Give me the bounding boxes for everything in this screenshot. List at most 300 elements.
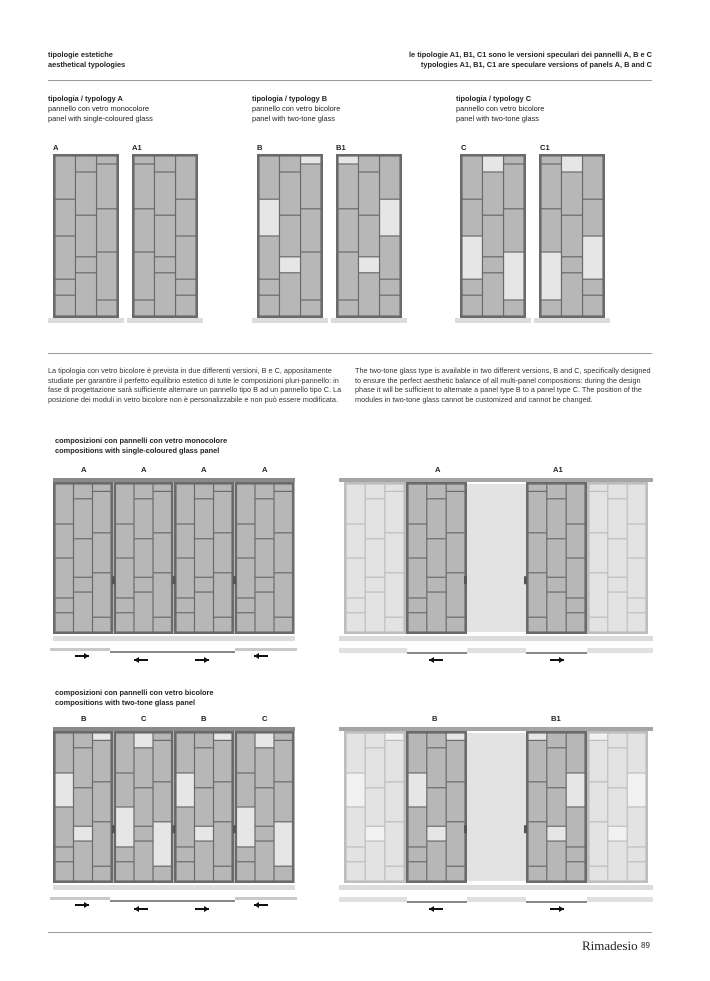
comp1-left-panel-glass-module [56, 599, 73, 613]
comp1-left-panel-glass-module [275, 618, 292, 632]
comp2-ghost-panel-glass-module [628, 734, 646, 773]
comp1-ghost-panel-glass-module [347, 485, 365, 524]
comp1-left-panel-glass-module [256, 539, 274, 576]
comp2-right-panel-glass-module [409, 848, 427, 862]
comp2-left-panel-glass-module [177, 808, 194, 847]
comp2-left-panel-glass-module [93, 867, 110, 881]
comp2-ghost-panel-glass-module [608, 734, 626, 748]
header-left-line2: aesthetical typologies [48, 60, 126, 69]
brand-logo: Rimadesio [582, 938, 638, 953]
comp1-rail [526, 652, 587, 654]
header-left-line1: tipologie estetiche [48, 50, 113, 59]
comp1-right-panel-glass-module [567, 559, 585, 598]
comp2-right-panel-glass-module [567, 808, 585, 847]
comp2-left-panel-glass-module [256, 748, 274, 787]
comp1-handle [464, 576, 467, 584]
comp1-right-panel-glass-module [529, 533, 547, 572]
comp1-left-panel-glass-module [195, 593, 213, 632]
comp2-ghost-panel-glass-module [385, 782, 403, 821]
comp1-left-panel-glass-module [154, 492, 171, 532]
comp2-left-panel-glass-module [237, 862, 254, 880]
comp1-right-track [339, 478, 653, 482]
comp2-rail [235, 897, 297, 900]
comp1-left-panel-glass-module [154, 485, 171, 491]
comp2-left-panel-glass-module [195, 734, 213, 748]
comp2-rail [587, 897, 653, 902]
comp1-right-panel-glass-module [447, 573, 465, 616]
comp2-left-panel-glass-module [195, 788, 213, 825]
comp2-right-panel-glass-module [409, 862, 427, 880]
comp1-ghost-panel-glass-module [608, 499, 626, 538]
comp2-left-panel-glass-module [116, 808, 133, 847]
comp2-left-panel-glass-module [93, 822, 110, 865]
comp2-rail [50, 897, 110, 900]
comp2-right-panel-glass-module [427, 734, 445, 748]
comp1-left-panel-glass-module [56, 613, 73, 631]
comp1-ghost-panel-glass-module [590, 618, 608, 632]
comp2-ghost-panel-glass-module [628, 774, 646, 807]
comp2-ghost-panel-glass-module [385, 867, 403, 881]
comp2-left-panel-glass-module [135, 748, 153, 787]
comp1-arrow-head [134, 657, 139, 663]
comp1-left-panel-glass-module [214, 492, 231, 532]
comp2-ghost-panel-glass-module [366, 788, 385, 825]
comp2-left-panel-glass-module [135, 842, 153, 881]
comp1-left-panel-glass-module [237, 559, 254, 598]
comp2-ghost-panel-glass-module [608, 827, 626, 841]
comp1-left-panel-glass-module [256, 593, 274, 632]
comp2-right-panel-glass-module [447, 822, 465, 865]
comp2-right-panel-glass-module [447, 741, 465, 781]
comp2-ghost-panel-glass-module [590, 741, 608, 781]
comp1-left-panel-glass-module [237, 613, 254, 631]
comp2-right-panel-glass-module [547, 734, 565, 748]
comp1-left-panel-glass-module [74, 539, 92, 576]
comp2-handle [524, 825, 527, 833]
comp2-left-panel-glass-module [256, 734, 274, 748]
panel-label-c: C [461, 143, 467, 152]
comp1-left-panel-glass-module [74, 485, 92, 499]
comp1-left-panel-glass-module [154, 618, 171, 632]
comp1-right-panel-glass-module [427, 578, 445, 592]
comp1-left-panel-glass-module [195, 499, 213, 538]
comp1-ghost-panel-glass-module [628, 485, 646, 524]
comp2-ghost-panel-glass-module [366, 748, 385, 787]
comp1-left-panel-glass-module [135, 499, 153, 538]
panel-label-b: B [257, 143, 263, 152]
comp2-left-panel-glass-module [177, 774, 194, 807]
page-number: 89 [641, 941, 650, 950]
comp1-right-panel-glass-module [427, 593, 445, 632]
typology-a-desc2: panel with single-coloured glass [48, 114, 153, 123]
comp1-label: A [141, 465, 147, 474]
comp2-ghost-panel-glass-module [628, 808, 646, 847]
comp2-left-panel-glass-module [56, 774, 73, 807]
comp1-rail [50, 648, 110, 651]
comp1-left-base [53, 636, 295, 641]
comp2-left-panel-glass-module [56, 734, 73, 773]
comp1-left-panel-glass-module [93, 618, 110, 632]
comp1-label: A [81, 465, 87, 474]
comp2-left-panel-glass-module [195, 842, 213, 881]
comp1-ghost-panel-glass-module [366, 499, 385, 538]
comp1-ghost-panel-glass-module [385, 492, 403, 532]
typology-a-desc1: pannello con vetro monocolore [48, 104, 150, 113]
comp2-label: B [81, 714, 87, 723]
comp1-ghost-panel-glass-module [608, 539, 626, 576]
comp2-left-panel-glass-module [74, 734, 92, 748]
panel-label-c1: C1 [540, 143, 550, 152]
comp1-right-panel-glass-module [567, 613, 585, 631]
comp1-right-panel-glass-module [567, 599, 585, 613]
comp1-right-panel-glass-module [567, 525, 585, 558]
comp1-left-panel-glass-module [256, 499, 274, 538]
footer-divider [48, 932, 652, 933]
comp2-rail [339, 897, 407, 902]
comp2-right-label: B [432, 714, 438, 723]
comp1-ghost-panel-glass-module [590, 533, 608, 572]
comp2-arrow-head [84, 902, 89, 908]
comp1-left-track [53, 478, 295, 482]
comp1-left-panel-glass-module [177, 613, 194, 631]
comp1-ghost-panel-glass-module [385, 533, 403, 572]
typology-a-title: tipologia / typology A [48, 94, 123, 103]
comp2-right-panel-glass-module [547, 788, 565, 825]
comp1-right-panel-glass-module [447, 618, 465, 632]
comp2-ghost-panel-glass-module [608, 748, 626, 787]
comp1-left-panel-glass-module [56, 559, 73, 598]
comp2-left-panel-glass-module [214, 867, 231, 881]
comp1-right-panel-glass-module [529, 492, 547, 532]
comp1-left-panel-glass-module [116, 485, 133, 524]
comp2-left-panel-glass-module [177, 862, 194, 880]
comp1-ghost-panel-glass-module [385, 485, 403, 491]
comp1-handle [173, 576, 176, 584]
panel-label-b1: B1 [336, 143, 346, 152]
comp1-left-panel-glass-module [135, 485, 153, 499]
panel-label-a: A [53, 143, 59, 152]
comp1-left-panel-glass-module [237, 525, 254, 558]
comp2-left-panel-glass-module [93, 782, 110, 821]
comp1-label: A [262, 465, 268, 474]
typology-b-title: tipologia / typology B [252, 94, 328, 103]
comp1-ghost-panel-glass-module [590, 573, 608, 616]
comp2-ghost-panel-glass-module [590, 782, 608, 821]
comp2-arrow-head [134, 906, 139, 912]
comp2-left-panel-glass-module [275, 734, 292, 740]
comp2-right-panel-glass-module [567, 734, 585, 773]
comp1-left-panel-glass-module [275, 533, 292, 572]
comp1-ghost-panel-glass-module [628, 525, 646, 558]
comp1-left-panel-glass-module [116, 613, 133, 631]
comp2-label: B [201, 714, 207, 723]
comp2-ghost-panel-glass-module [385, 734, 403, 740]
comp2-label: C [141, 714, 147, 723]
comp1-ghost-panel-glass-module [347, 613, 365, 631]
comp1-ghost-panel-glass-module [347, 599, 365, 613]
comp2-ghost-panel-glass-module [385, 741, 403, 781]
header-right-line1: le tipologie A1, B1, C1 sono le versioni speculari dei pannelli A, B e C [409, 50, 652, 59]
comp2-left-panel-glass-module [256, 842, 274, 881]
comp2-right-track [339, 727, 653, 731]
comp1-right-panel-glass-module [427, 499, 445, 538]
comp2-right-panel-glass-module [409, 774, 427, 807]
comp2-left-panel-glass-module [214, 734, 231, 740]
comp2-right-panel-glass-module [547, 827, 565, 841]
comp1-left-panel-glass-module [177, 525, 194, 558]
comp1-right-panel-glass-module [447, 485, 465, 491]
comp1-ghost-panel-glass-module [628, 599, 646, 613]
comp2-rail [407, 901, 467, 903]
comp2-arrow-head [429, 906, 434, 912]
comp2-right-panel-glass-module [427, 788, 445, 825]
comp2-ghost-panel-glass-module [590, 822, 608, 865]
comp2-left-panel-glass-module [237, 774, 254, 807]
comp2-right-base [339, 885, 653, 890]
comp1-left-panel-glass-module [177, 559, 194, 598]
comp2-handle [464, 825, 467, 833]
comp1-arrow-head [254, 653, 259, 659]
header-right-line2: typologies A1, B1, C1 are speculare versions of panels A, B and C [420, 60, 652, 69]
comp2-left-panel-glass-module [214, 822, 231, 865]
comp2-left-panel-glass-module [154, 734, 171, 740]
comp1-right-panel-glass-module [567, 485, 585, 524]
comp1-left-panel-glass-module [74, 593, 92, 632]
comp2-left-panel-glass-module [93, 734, 110, 740]
comp1-ghost-panel-glass-module [385, 573, 403, 616]
comp1-arrow-head [84, 653, 89, 659]
comp2-ghost-panel-glass-module [347, 808, 365, 847]
comp1-left-panel-glass-module [214, 618, 231, 632]
comp1-right-base [339, 636, 653, 641]
typology-c-desc1: pannello con vetro bicolore [456, 104, 545, 113]
comp2-right-panel-glass-module [529, 741, 547, 781]
comp1-left-panel-glass-module [116, 559, 133, 598]
comp1-left-panel-glass-module [74, 578, 92, 592]
comp2-right-panel-glass-module [409, 808, 427, 847]
comp1-ghost-panel-glass-module [628, 613, 646, 631]
comp2-ghost-panel-glass-module [590, 867, 608, 881]
comp1-right-panel-glass-module [409, 485, 427, 524]
comp1-left-panel-glass-module [116, 525, 133, 558]
comp2-right-panel-glass-module [547, 842, 565, 881]
comp1-right-panel-glass-module [547, 539, 565, 576]
comp1-right-panel-glass-module [409, 559, 427, 598]
comp2-left-panel-glass-module [56, 848, 73, 862]
comp1-left-panel-glass-module [56, 525, 73, 558]
comp2-right-panel-glass-module [567, 774, 585, 807]
comp2-left-panel-glass-module [154, 741, 171, 781]
comp2-left-panel-glass-module [116, 734, 133, 773]
comp1-handle [524, 576, 527, 584]
comp2-left-panel-glass-module [135, 827, 153, 841]
comp1-left-panel-glass-module [135, 578, 153, 592]
comp2-right-panel-glass-module [409, 734, 427, 773]
comp2-ghost-panel-glass-module [347, 774, 365, 807]
comp2-left-track [53, 727, 295, 731]
comp1-left-panel-glass-module [154, 533, 171, 572]
comp2-rail [467, 897, 526, 902]
comp1-left-panel-glass-module [177, 485, 194, 524]
comp2-opening [467, 733, 526, 881]
comp2-left-panel-glass-module [214, 741, 231, 781]
comp1-left-panel-glass-module [275, 485, 292, 491]
comp1-arrow-head [204, 657, 209, 663]
comp2-left-panel-glass-module [116, 862, 133, 880]
comp1-ghost-panel-glass-module [347, 525, 365, 558]
comp2-left-panel-glass-module [214, 782, 231, 821]
comp1-right-panel-glass-module [547, 578, 565, 592]
comp1-left-panel-glass-module [116, 599, 133, 613]
comp1-left-panel-glass-module [93, 485, 110, 491]
comp1-left-panel-glass-module [56, 485, 73, 524]
comp2-left-base [53, 885, 295, 890]
comp2-left-panel-glass-module [237, 734, 254, 773]
comp2-left-panel-glass-module [237, 808, 254, 847]
comp1-left-panel-glass-module [256, 485, 274, 499]
comp2-left-panel-glass-module [275, 782, 292, 821]
comp2-right-panel-glass-module [547, 748, 565, 787]
comp1-left-panel-glass-module [93, 573, 110, 616]
comp1-rail [235, 648, 297, 651]
comp2-handle [173, 825, 176, 833]
comp2-right-panel-glass-module [529, 782, 547, 821]
comp2-left-panel-glass-module [275, 822, 292, 865]
comp2-ghost-panel-glass-module [347, 848, 365, 862]
comp2-left-panel-glass-module [177, 734, 194, 773]
comp1-left-panel-glass-module [74, 499, 92, 538]
comp2-left-panel-glass-module [116, 774, 133, 807]
comp2-ghost-panel-glass-module [608, 842, 626, 881]
comp1-left-panel-glass-module [275, 492, 292, 532]
comp1-left-panel-glass-module [214, 485, 231, 491]
comp2-arrow-head [254, 902, 259, 908]
comp2-right-panel-glass-module [529, 822, 547, 865]
comp1-ghost-panel-glass-module [608, 578, 626, 592]
comp1-handle [233, 576, 236, 584]
comp2-left-panel-glass-module [256, 788, 274, 825]
comp2-right-label: B1 [551, 714, 561, 723]
comp2-left-panel-glass-module [154, 867, 171, 881]
comp1-ghost-panel-glass-module [366, 578, 385, 592]
typology-c-title: tipologia / typology C [456, 94, 532, 103]
comp1-left-panel-glass-module [256, 578, 274, 592]
typology-c-desc2: panel with two-tone glass [456, 114, 539, 123]
comp1-right-panel-glass-module [447, 492, 465, 532]
comp1-right-panel-glass-module [547, 485, 565, 499]
comp1-left-panel-glass-module [214, 573, 231, 616]
comp1-ghost-panel-glass-module [608, 485, 626, 499]
comp1-left-panel-glass-module [275, 573, 292, 616]
comp1-right-panel-glass-module [529, 573, 547, 616]
comp1-ghost-panel-glass-module [366, 485, 385, 499]
comp2-left-panel-glass-module [135, 734, 153, 748]
comp1-rail [110, 651, 235, 653]
comp1-arrow-head [559, 657, 564, 663]
composition2-title-en: compositions with two-tone glass panel [55, 698, 196, 707]
comp2-rail [526, 901, 587, 903]
comp2-left-panel-glass-module [116, 848, 133, 862]
comp2-left-panel-glass-module [93, 741, 110, 781]
comp2-ghost-panel-glass-module [590, 734, 608, 740]
typology-b-desc2: panel with two-tone glass [252, 114, 335, 123]
panel-label-a1: A1 [132, 143, 142, 152]
comp2-right-panel-glass-module [427, 748, 445, 787]
comp1-ghost-panel-glass-module [608, 593, 626, 632]
comp2-left-panel-glass-module [56, 808, 73, 847]
composition2-title-it: composizioni con pannelli con vetro bicolore [55, 688, 214, 697]
composition1-title-en: compositions with single-coloured glass panel [55, 446, 220, 455]
comp1-handle [112, 576, 115, 584]
comp1-right-panel-glass-module [547, 499, 565, 538]
comp2-right-panel-glass-module [567, 862, 585, 880]
comp1-left-panel-glass-module [195, 485, 213, 499]
comp2-left-panel-glass-module [195, 827, 213, 841]
comp1-left-panel-glass-module [135, 539, 153, 576]
comp2-label: C [262, 714, 268, 723]
comp2-ghost-panel-glass-module [366, 842, 385, 881]
comp1-ghost-panel-glass-module [366, 593, 385, 632]
comp2-handle [112, 825, 115, 833]
comp1-rail [467, 648, 526, 653]
comp1-right-panel-glass-module [409, 599, 427, 613]
comp2-ghost-panel-glass-module [347, 734, 365, 773]
comp1-left-panel-glass-module [195, 578, 213, 592]
comp2-arrow-head [204, 906, 209, 912]
comp2-left-panel-glass-module [195, 748, 213, 787]
comp2-ghost-panel-glass-module [347, 862, 365, 880]
comp2-left-panel-glass-module [135, 788, 153, 825]
comp1-right-panel-glass-module [529, 485, 547, 491]
comp2-handle [233, 825, 236, 833]
comp2-ghost-panel-glass-module [385, 822, 403, 865]
comp2-right-panel-glass-module [529, 734, 547, 740]
comp1-ghost-panel-glass-module [385, 618, 403, 632]
comp2-arrow-head [559, 906, 564, 912]
comp2-left-panel-glass-module [275, 741, 292, 781]
comp1-right-panel-glass-module [409, 525, 427, 558]
comp2-left-panel-glass-module [177, 848, 194, 862]
typology-b-desc1: pannello con vetro bicolore [252, 104, 341, 113]
comp1-right-panel-glass-module [427, 485, 445, 499]
comp2-right-panel-glass-module [447, 734, 465, 740]
comp1-ghost-panel-glass-module [347, 559, 365, 598]
comp1-rail [339, 648, 407, 653]
comp2-right-panel-glass-module [447, 867, 465, 881]
comp1-arrow-head [429, 657, 434, 663]
comp1-right-panel-glass-module [409, 613, 427, 631]
comp2-ghost-panel-glass-module [608, 788, 626, 825]
comp1-ghost-panel-glass-module [590, 492, 608, 532]
comp2-right-panel-glass-module [567, 848, 585, 862]
comp1-right-label: A1 [553, 465, 563, 474]
composition1-title-it: composizioni con pannelli con vetro monocolore [55, 436, 228, 445]
body-text-english: The two-tone glass type is available in two different versions, B and C, specifically designed to ensure the perfect aesthetic balance of all multi-panel compositions: during the design phase it will be sufficient to alternate a panel type B to a panel type C. The position of the modules in two-tone glass cannot be customized and cannot be changed. [355, 366, 651, 404]
comp2-left-panel-glass-module [154, 782, 171, 821]
comp2-ghost-panel-glass-module [628, 848, 646, 862]
comp1-left-panel-glass-module [237, 485, 254, 524]
comp2-left-panel-glass-module [74, 842, 92, 881]
comp2-right-panel-glass-module [447, 782, 465, 821]
comp2-ghost-panel-glass-module [366, 827, 385, 841]
comp2-left-panel-glass-module [74, 827, 92, 841]
comp2-rail [110, 900, 235, 902]
comp2-left-panel-glass-module [56, 862, 73, 880]
comp1-rail [587, 648, 653, 653]
comp1-opening [467, 484, 526, 632]
comp2-left-panel-glass-module [237, 848, 254, 862]
comp1-left-panel-glass-module [177, 599, 194, 613]
